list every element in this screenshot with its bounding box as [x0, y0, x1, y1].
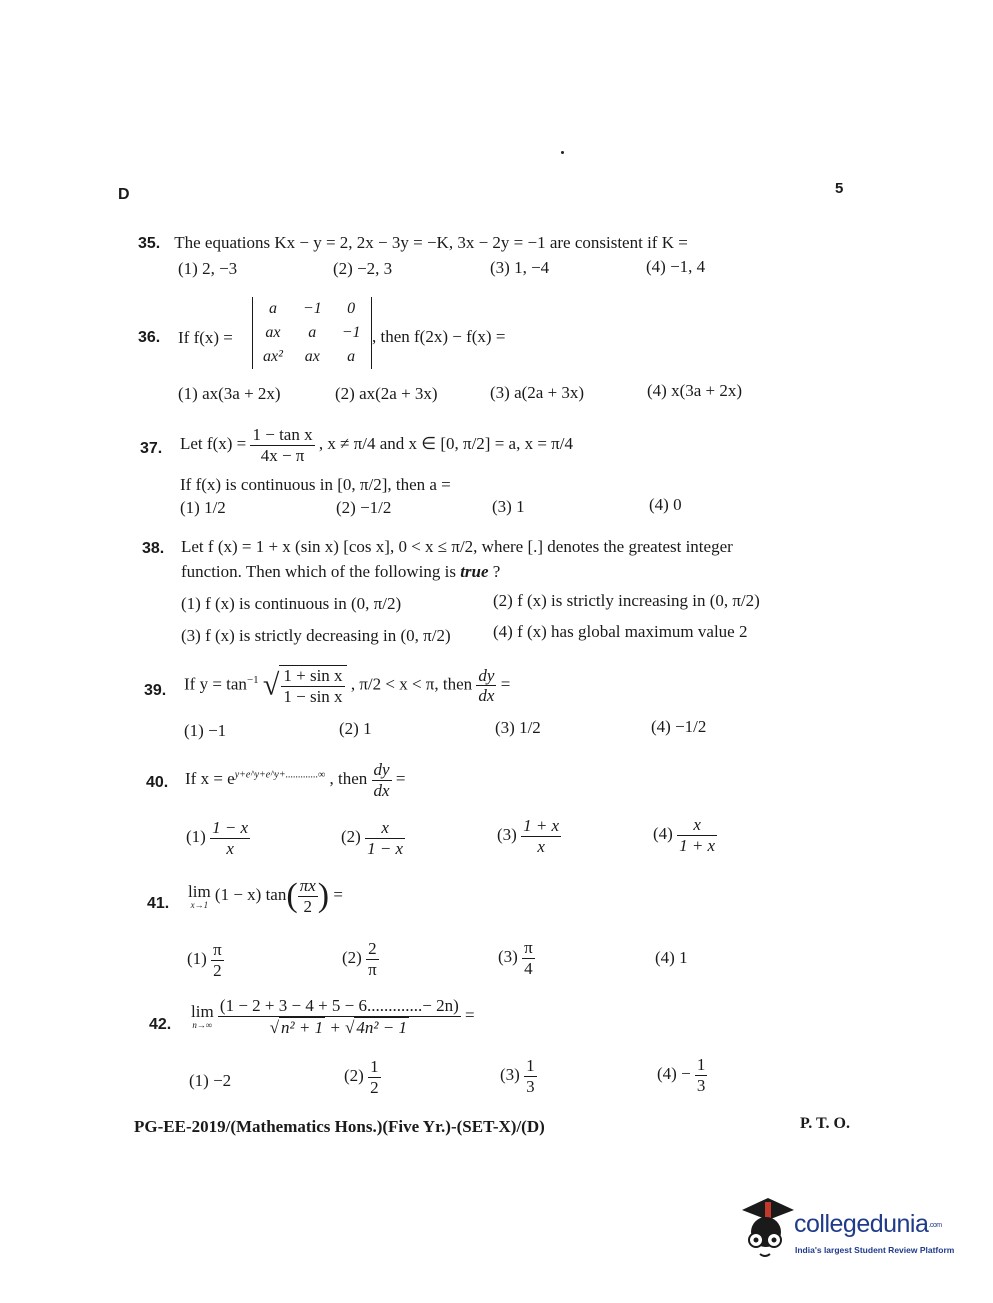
option-4: (4) −1, 4 [646, 257, 706, 276]
option-2: (2) −2, 3 [333, 259, 393, 278]
option-4: (4) 0 [649, 495, 682, 514]
fraction [218, 996, 461, 1037]
sqrt-radicand: 4n² − 1 [356, 1017, 407, 1037]
pto-label: P. T. O. [800, 1115, 850, 1132]
option-2: (2) ax(2a + 3x) [335, 384, 438, 403]
prefix: Let f(x) = [180, 433, 247, 453]
derivative [476, 666, 496, 706]
fraction [298, 876, 318, 916]
equals: = [395, 768, 406, 788]
logo-suffix: .com [928, 1221, 942, 1229]
option-label: (2) [342, 947, 362, 967]
derivative [372, 760, 392, 800]
option-1: (1) −2 [189, 1071, 232, 1090]
question-line-2: If f(x) is continuous in [0, π/2], then a = [180, 475, 451, 494]
fraction-numerator: π [524, 938, 533, 957]
question-number: 38. [142, 540, 165, 557]
question-text-suffix: , then f(2x) − f(x) = [372, 327, 506, 346]
det-cell: ax [265, 324, 281, 341]
determinant [252, 297, 372, 369]
speck [561, 151, 564, 154]
limit-subscript: x→1 [190, 899, 209, 910]
question-text [188, 876, 343, 916]
det-cell: ax² [263, 348, 283, 365]
fraction-numerator: 1 [370, 1057, 379, 1076]
fraction-denominator: 1 − sin x [283, 686, 343, 706]
option-4: (4) 1 [655, 948, 688, 967]
option-3: (3) 1, −4 [490, 258, 550, 277]
suffix: , x ≠ π/4 and x ∈ [0, π/2] = a, x = π/4 [318, 433, 573, 453]
det-cell: ax [304, 348, 320, 365]
question-text [191, 996, 475, 1037]
fraction [365, 818, 405, 858]
equals: = [500, 674, 511, 694]
question-number: 35. [138, 235, 161, 252]
option-2 [341, 818, 405, 858]
equals: = [333, 884, 343, 904]
limit-word: lim [191, 1002, 214, 1022]
option-label: (3) [500, 1064, 520, 1084]
fraction [366, 939, 379, 979]
det-cell: a [268, 300, 277, 317]
exponent: y+e^y+e^y+.............∞ [234, 769, 326, 781]
fraction-numerator: (1 − 2 + 3 − 4 + 5 − 6.............− 2n) [219, 996, 459, 1015]
text-part: function. Then which of the following is [181, 562, 461, 581]
option-label: (4) [653, 823, 673, 843]
fraction-numerator: 1 + x [523, 816, 560, 835]
option-label: (2) [344, 1065, 364, 1085]
limit-word: lim [188, 881, 211, 901]
fraction [524, 1056, 537, 1096]
fraction [522, 938, 535, 978]
fraction-denominator: 1 + x [679, 835, 716, 855]
text-part: ? [488, 562, 501, 581]
fraction-numerator: x [677, 815, 717, 836]
limit [191, 1003, 214, 1030]
option-label: (2) [341, 826, 361, 846]
option-label: (1) [186, 826, 206, 846]
prefix: If y = tan [184, 674, 247, 694]
option-4: (4) −1/2 [651, 717, 707, 736]
fraction [521, 816, 561, 856]
fraction [211, 940, 224, 980]
option-4: (4) x(3a + 2x) [647, 381, 743, 400]
option-3 [500, 1056, 537, 1096]
fraction-denominator: 4 [524, 958, 533, 978]
prefix: If x = e [185, 768, 235, 788]
fraction-denominator: 3 [526, 1076, 535, 1096]
fraction-denominator: 3 [696, 1075, 706, 1095]
fraction-numerator: 1 [526, 1056, 535, 1075]
question-text [185, 760, 405, 800]
question-number: 36. [138, 329, 161, 346]
sqrt-symbol: √ [262, 668, 280, 702]
fraction-numerator: π [213, 940, 222, 959]
option-label: (4) − [657, 1063, 691, 1083]
option-3 [498, 938, 535, 978]
option-3: (3) a(2a + 3x) [490, 383, 585, 402]
det-cell: 0 [347, 300, 356, 317]
logo-tagline: India's largest Student Review Platform [795, 1245, 955, 1255]
emphasis-true: true [460, 562, 489, 581]
superscript: −1 [246, 673, 259, 686]
fraction [677, 815, 717, 855]
option-1: (1) −1 [184, 721, 227, 740]
sqrt-radicand: n² + 1 [281, 1017, 324, 1037]
question-number: 37. [140, 440, 163, 457]
option-1 [186, 818, 250, 858]
option-2: (2) −1/2 [336, 498, 392, 517]
fraction [279, 665, 346, 706]
option-1: (1) ax(3a + 2x) [178, 384, 281, 403]
limit [188, 883, 211, 910]
set-letter: D [118, 186, 130, 203]
fraction-numerator: 2 [366, 939, 379, 960]
fraction [695, 1055, 708, 1095]
option-1: (1) f (x) is continuous in (0, π/2) [181, 594, 402, 613]
derivative-denominator: dx [478, 686, 495, 706]
open-paren: ( [286, 877, 298, 915]
mid-text: , π/2 < x < π, then [350, 674, 473, 694]
option-3: (3) f (x) is strictly decreasing in (0, π/2) [181, 626, 451, 645]
option-4 [657, 1055, 707, 1095]
question-35 [138, 233, 898, 253]
option-3: (3) 1/2 [495, 718, 541, 737]
equals: = [465, 1005, 475, 1025]
close-paren: ) [317, 877, 330, 915]
fraction-numerator: 1 − x [212, 818, 249, 837]
derivative-numerator: dy [373, 760, 390, 779]
fraction-denominator: x [226, 838, 234, 858]
option-2 [342, 939, 379, 979]
fraction-denominator: x [537, 836, 545, 856]
fraction-denominator: 2 [213, 960, 222, 980]
fraction-denominator: √ n² + 1 + √ 4n² − 1 [269, 1017, 407, 1037]
derivative-denominator: dx [373, 780, 390, 800]
fraction-denominator: 4x − π [260, 445, 305, 465]
fraction-numerator: 1 + sin x [283, 666, 343, 685]
expression: (1 − x) tan [214, 884, 287, 904]
fraction-numerator: 1 − tan x [252, 425, 313, 444]
option-4 [653, 815, 717, 855]
det-cell: a [308, 324, 317, 341]
fraction-denominator: π [368, 959, 377, 979]
option-1: (1) 1/2 [180, 498, 226, 517]
det-cell: a [347, 348, 356, 365]
question-number: 39. [144, 682, 167, 699]
paper-code: PG-EE-2019/(Mathematics Hons.)(Five Yr.)-(SET-X)/(D) [134, 1117, 545, 1136]
option-1: (1) 2, −3 [178, 259, 238, 278]
fraction-denominator: 2 [303, 896, 312, 916]
sqrt-expression [263, 665, 347, 706]
fraction-numerator: πx [299, 876, 316, 895]
option-2 [344, 1057, 381, 1097]
fraction [368, 1057, 381, 1097]
fraction-numerator: x [365, 818, 405, 839]
option-2: (2) f (x) is strictly increasing in (0, π/2) [493, 591, 760, 610]
question-text [180, 425, 573, 465]
det-cell: −1 [302, 300, 322, 317]
option-2: (2) 1 [339, 719, 372, 738]
mascot-icon [738, 1196, 796, 1258]
option-label: (1) [187, 948, 207, 968]
option-1 [187, 940, 224, 980]
question-number: 41. [147, 895, 170, 912]
limit-subscript: n→∞ [192, 1020, 213, 1031]
option-4: (4) f (x) has global maximum value 2 [493, 622, 748, 641]
page-number: 5 [835, 180, 844, 197]
fraction [210, 818, 250, 858]
fraction [250, 425, 314, 465]
question-text [184, 665, 510, 706]
collegedunia-logo [738, 1196, 963, 1266]
option-3 [497, 816, 561, 856]
fraction-numerator: 1 [696, 1055, 706, 1074]
fraction-denominator: 1 − x [367, 838, 404, 858]
mid-text: , then [329, 768, 368, 788]
logo-name: collegedunia [794, 1210, 929, 1238]
fraction-denominator: 2 [370, 1077, 379, 1097]
option-3: (3) 1 [492, 497, 525, 516]
question-line-2 [181, 562, 500, 582]
option-label: (3) [498, 946, 518, 966]
option-label: (3) [497, 824, 517, 844]
question-number: 40. [146, 774, 169, 791]
logo-wordmark [794, 1210, 942, 1239]
question-text: Let f (x) = 1 + x (sin x) [cos x], 0 < x ≤ π/2, where [.] denotes the greatest integer [181, 537, 733, 556]
question-text: The equations Kx − y = 2, 2x − 3y = −K, 3x − 2y = −1 are consistent if K = [174, 233, 688, 252]
derivative-numerator: dy [478, 665, 495, 685]
question-number: 42. [149, 1016, 172, 1033]
det-cell: −1 [341, 324, 361, 341]
question-text: If f(x) = [178, 328, 233, 347]
